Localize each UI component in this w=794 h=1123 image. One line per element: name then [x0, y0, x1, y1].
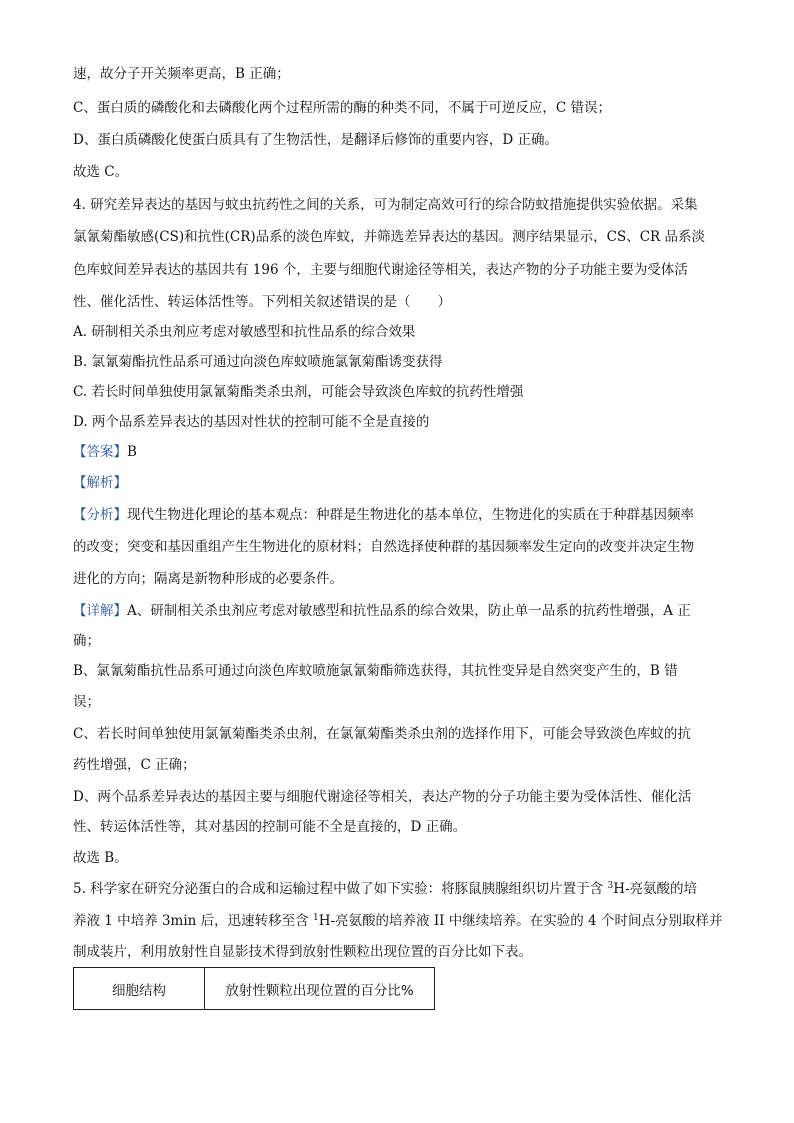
xiangjie-line: [73, 602, 691, 620]
option-c: C. 若长时间单独使用氯氰菊酯类杀虫剂，可能会导致淡色库蚊的抗药性增强: [73, 384, 524, 400]
option-d: D. 两个品系差异表达的基因对性状的控制可能不全是直接的: [73, 414, 430, 430]
question-4-stem: 4. 研究差异表达的基因与蚊虫抗药性之间的关系，可为制定高效可行的综合防蚊措施提供实验依据。采集: [73, 197, 698, 213]
answer-line: [73, 443, 137, 461]
xiangjie-text: D、两个品系差异表达的基因主要与细胞代谢途径等相关，表达产物的分子功能主要为受体活性、催化活: [73, 789, 692, 805]
xiangjie-text: A、研制相关杀虫剂应考虑对敏感型和抗性品系的综合效果，防止单一品系的抗药性增强，A 正: [127, 603, 691, 619]
question-4-stem: 色库蚊间差异表达的基因共有 196 个，主要与细胞代谢途径等相关，表达产物的分子功能主要为受体活: [73, 262, 688, 278]
table-header-cell: 细胞结构: [74, 968, 205, 1010]
analysis-tag: 【解析】: [73, 475, 127, 491]
xiangjie-text: C、若长时间单独使用氯氰菊酯类杀虫剂，在氯氰菊酯类杀虫剂的选择作用下，可能会导致淡色库蚊的抗: [73, 726, 691, 742]
xiangjie-text: 故选 B。: [73, 850, 128, 866]
fenxi-tag: 【分析】: [73, 507, 127, 523]
analysis-header: [73, 474, 127, 492]
text-line: 故选 C。: [73, 164, 129, 180]
answer-value: B: [127, 444, 137, 460]
question-4-stem: 氯氰菊酯敏感(CS)和抗性(CR)品系的淡色库蚊，并筛选差异表达的基因。测序结果显示，CS、CR 品系淡: [73, 229, 706, 245]
fenxi-text: 进化的方向；隔离是新物种形成的必要条件。: [73, 571, 343, 587]
question-5-stem: 养液 1 中培养 3min 后，迅速转移至含 $^1$H-亮氨酸的培养液 II 中继续培养。在实验的 4 个时间点分别取样并: [73, 913, 723, 929]
question-5-stem: 5. 科学家在研究分泌蛋白的合成和运输过程中做了如下实验：将豚鼠胰腺组织切片置于含 $^3$H-亮氨酸的培: [73, 881, 698, 897]
xiangjie-text: 药性增强，C 正确；: [73, 757, 196, 773]
question-5-stem: 制成装片，利用放射性自显影技术得到放射性颗粒出现位置的百分比如下表。: [73, 944, 532, 960]
text-line: D、蛋白质磷酸化使蛋白质具有了生物活性，是翻译后修饰的重要内容，D 正确。: [73, 132, 558, 148]
option-a: A. 研制相关杀虫剂应考虑对敏感型和抗性品系的综合效果: [73, 324, 416, 340]
fenxi-text: 现代生物进化理论的基本观点：种群是生物进化的基本单位，生物进化的实质在于种群基因频率: [127, 507, 694, 523]
text-line: 速，故分子开关频率更高，B 正确；: [73, 66, 290, 82]
xiangjie-text: 性、转运体活性等，其对基因的控制可能不全是直接的，D 正确。: [73, 819, 467, 835]
fenxi-text: 的改变；突变和基因重组产生生物进化的原材料；自然选择使种群的基因频率发生定向的改变并决定生物: [73, 539, 694, 555]
text-line: C、蛋白质的磷酸化和去磷酸化两个过程所需的酶的种类不同，不属于可逆反应，C 错误；: [73, 100, 611, 116]
option-b: B. 氯氰菊酯抗性品系可通过向淡色库蚊喷施氯氰菊酯诱变获得: [73, 354, 443, 370]
xiangjie-tag: 【详解】: [73, 603, 127, 619]
question-4-stem: 性、催化活性、转运体活性等。下列相关叙述错误的是（ ）: [73, 294, 451, 310]
data-table: [73, 967, 435, 1010]
xiangjie-text: B、氯氰菊酯抗性品系可通过向淡色库蚊喷施氯氰菊酯筛选获得，其抗性变异是自然突变产生的，B 错: [73, 663, 678, 679]
xiangjie-text: 确；: [73, 633, 100, 649]
fenxi-line: [73, 506, 694, 524]
xiangjie-text: 误；: [73, 694, 100, 710]
table-header-cell: 放射性颗粒出现位置的百分比%: [205, 968, 435, 1010]
answer-tag: 【答案】: [73, 444, 127, 460]
table-row: [74, 968, 435, 1010]
